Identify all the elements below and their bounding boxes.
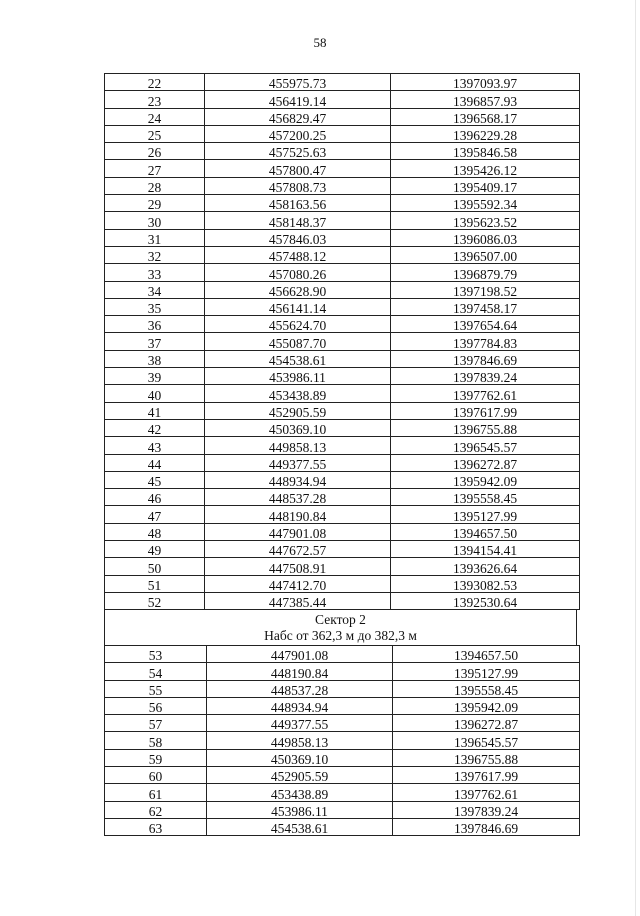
x-coordinate-cell: 457080.26 (205, 264, 391, 281)
x-coordinate-cell: 456141.14 (205, 298, 391, 315)
x-coordinate-cell: 452905.59 (207, 767, 393, 784)
table-row (105, 663, 580, 680)
y-coordinate-cell: 1397784.83 (391, 333, 580, 350)
y-coordinate-cell: 1397617.99 (391, 402, 580, 419)
table-row (105, 316, 580, 333)
x-coordinate-cell: 457488.12 (205, 246, 391, 263)
y-coordinate-cell: 1397839.24 (391, 368, 580, 385)
point-number-cell: 61 (105, 784, 207, 801)
y-coordinate-cell: 1397617.99 (393, 767, 580, 784)
y-coordinate-cell: 1397198.52 (391, 281, 580, 298)
x-coordinate-cell: 453438.89 (207, 784, 393, 801)
y-coordinate-cell: 1396272.87 (393, 715, 580, 732)
x-coordinate-cell: 457200.25 (205, 125, 391, 142)
point-number-cell: 41 (105, 402, 205, 419)
coordinates-table-top (104, 73, 580, 610)
x-coordinate-cell: 448190.84 (205, 506, 391, 523)
point-number-cell: 51 (105, 575, 205, 592)
coordinates-table-bottom (104, 645, 580, 836)
y-coordinate-cell: 1396507.00 (391, 246, 580, 263)
x-coordinate-cell: 457808.73 (205, 177, 391, 194)
point-number-cell: 50 (105, 558, 205, 575)
coordinates-table-top-body (105, 74, 580, 610)
table-row (105, 125, 580, 142)
y-coordinate-cell: 1395558.45 (391, 489, 580, 506)
point-number-cell: 24 (105, 108, 205, 125)
point-number-cell: 53 (105, 646, 207, 663)
point-number-cell: 38 (105, 350, 205, 367)
table-row (105, 108, 580, 125)
y-coordinate-cell: 1395942.09 (391, 471, 580, 488)
x-coordinate-cell: 457846.03 (205, 229, 391, 246)
point-number-cell: 39 (105, 368, 205, 385)
point-number-cell: 28 (105, 177, 205, 194)
y-coordinate-cell: 1396229.28 (391, 125, 580, 142)
y-coordinate-cell: 1392530.64 (391, 592, 580, 609)
point-number-cell: 58 (105, 732, 207, 749)
table-row (105, 402, 580, 419)
table-row (105, 767, 580, 784)
y-coordinate-cell: 1396857.93 (391, 91, 580, 108)
point-number-cell: 35 (105, 298, 205, 315)
x-coordinate-cell: 447412.70 (205, 575, 391, 592)
x-coordinate-cell: 453986.11 (205, 368, 391, 385)
y-coordinate-cell: 1396755.88 (391, 419, 580, 436)
y-coordinate-cell: 1397762.61 (393, 784, 580, 801)
x-coordinate-cell: 455087.70 (205, 333, 391, 350)
x-coordinate-cell: 449377.55 (207, 715, 393, 732)
x-coordinate-cell: 450369.10 (207, 749, 393, 766)
point-number-cell: 63 (105, 818, 207, 835)
point-number-cell: 48 (105, 523, 205, 540)
x-coordinate-cell: 457800.47 (205, 160, 391, 177)
table-row (105, 212, 580, 229)
y-coordinate-cell: 1397839.24 (393, 801, 580, 818)
table-row (105, 195, 580, 212)
y-coordinate-cell: 1394657.50 (393, 646, 580, 663)
y-coordinate-cell: 1395127.99 (393, 663, 580, 680)
point-number-cell: 46 (105, 489, 205, 506)
point-number-cell: 54 (105, 663, 207, 680)
x-coordinate-cell: 447672.57 (205, 541, 391, 558)
y-coordinate-cell: 1395846.58 (391, 143, 580, 160)
x-coordinate-cell: 456419.14 (205, 91, 391, 108)
table-row (105, 454, 580, 471)
x-coordinate-cell: 447508.91 (205, 558, 391, 575)
x-coordinate-cell: 448537.28 (207, 680, 393, 697)
y-coordinate-cell: 1396568.17 (391, 108, 580, 125)
y-coordinate-cell: 1393082.53 (391, 575, 580, 592)
point-number-cell: 36 (105, 316, 205, 333)
table-row (105, 264, 580, 281)
point-number-cell: 40 (105, 385, 205, 402)
y-coordinate-cell: 1396086.03 (391, 229, 580, 246)
point-number-cell: 44 (105, 454, 205, 471)
x-coordinate-cell: 454538.61 (207, 818, 393, 835)
table-row (105, 592, 580, 609)
point-number-cell: 52 (105, 592, 205, 609)
x-coordinate-cell: 457525.63 (205, 143, 391, 160)
x-coordinate-cell: 447901.08 (207, 646, 393, 663)
point-number-cell: 32 (105, 246, 205, 263)
point-number-cell: 33 (105, 264, 205, 281)
x-coordinate-cell: 448537.28 (205, 489, 391, 506)
y-coordinate-cell: 1397846.69 (391, 350, 580, 367)
table-row (105, 437, 580, 454)
point-number-cell: 60 (105, 767, 207, 784)
y-coordinate-cell: 1395942.09 (393, 697, 580, 714)
point-number-cell: 49 (105, 541, 205, 558)
table-row (105, 160, 580, 177)
table-row (105, 541, 580, 558)
x-coordinate-cell: 448190.84 (207, 663, 393, 680)
table-row (105, 246, 580, 263)
table-row (105, 575, 580, 592)
y-coordinate-cell: 1396545.57 (393, 732, 580, 749)
x-coordinate-cell: 454538.61 (205, 350, 391, 367)
table-row (105, 91, 580, 108)
table-row (105, 281, 580, 298)
table-row (105, 368, 580, 385)
x-coordinate-cell: 449858.13 (205, 437, 391, 454)
x-coordinate-cell: 452905.59 (205, 402, 391, 419)
point-number-cell: 47 (105, 506, 205, 523)
table-row (105, 697, 580, 714)
x-coordinate-cell: 450369.10 (205, 419, 391, 436)
y-coordinate-cell: 1395426.12 (391, 160, 580, 177)
point-number-cell: 26 (105, 143, 205, 160)
point-number-cell: 56 (105, 697, 207, 714)
x-coordinate-cell: 458163.56 (205, 195, 391, 212)
point-number-cell: 57 (105, 715, 207, 732)
table-row (105, 471, 580, 488)
table-row (105, 784, 580, 801)
x-coordinate-cell: 447385.44 (205, 592, 391, 609)
x-coordinate-cell: 456829.47 (205, 108, 391, 125)
y-coordinate-cell: 1394154.41 (391, 541, 580, 558)
x-coordinate-cell: 458148.37 (205, 212, 391, 229)
y-coordinate-cell: 1395127.99 (391, 506, 580, 523)
point-number-cell: 30 (105, 212, 205, 229)
table-row (105, 350, 580, 367)
table-row (105, 419, 580, 436)
x-coordinate-cell: 449377.55 (205, 454, 391, 471)
y-coordinate-cell: 1397093.97 (391, 74, 580, 91)
y-coordinate-cell: 1394657.50 (391, 523, 580, 540)
y-coordinate-cell: 1397654.64 (391, 316, 580, 333)
y-coordinate-cell: 1393626.64 (391, 558, 580, 575)
table-row (105, 680, 580, 697)
table-row (105, 801, 580, 818)
table-row (105, 229, 580, 246)
x-coordinate-cell: 455975.73 (205, 74, 391, 91)
page-number: 58 (313, 35, 327, 50)
y-coordinate-cell: 1395558.45 (393, 680, 580, 697)
y-coordinate-cell: 1395592.34 (391, 195, 580, 212)
x-coordinate-cell: 447901.08 (205, 523, 391, 540)
x-coordinate-cell: 453986.11 (207, 801, 393, 818)
table-row (105, 333, 580, 350)
table-row (105, 818, 580, 835)
y-coordinate-cell: 1397846.69 (393, 818, 580, 835)
x-coordinate-cell: 448934.94 (207, 697, 393, 714)
point-number-cell: 31 (105, 229, 205, 246)
table-row (105, 506, 580, 523)
table-row (105, 715, 580, 732)
sector-header (104, 610, 577, 645)
x-coordinate-cell: 455624.70 (205, 316, 391, 333)
point-number-cell: 27 (105, 160, 205, 177)
point-number-cell: 43 (105, 437, 205, 454)
point-number-cell: 25 (105, 125, 205, 142)
sector-subtitle: Набс от 362,3 м до 382,3 м (264, 628, 417, 643)
table-row (105, 523, 580, 540)
table-row (105, 732, 580, 749)
table-row (105, 143, 580, 160)
y-coordinate-cell: 1395409.17 (391, 177, 580, 194)
x-coordinate-cell: 453438.89 (205, 385, 391, 402)
table-row (105, 177, 580, 194)
y-coordinate-cell: 1395623.52 (391, 212, 580, 229)
point-number-cell: 29 (105, 195, 205, 212)
scan-edge-line (635, 0, 636, 916)
table-row (105, 298, 580, 315)
point-number-cell: 59 (105, 749, 207, 766)
point-number-cell: 55 (105, 680, 207, 697)
point-number-cell: 42 (105, 419, 205, 436)
x-coordinate-cell: 456628.90 (205, 281, 391, 298)
y-coordinate-cell: 1396755.88 (393, 749, 580, 766)
table-row (105, 385, 580, 402)
point-number-cell: 22 (105, 74, 205, 91)
y-coordinate-cell: 1397762.61 (391, 385, 580, 402)
table-row (105, 74, 580, 91)
table-row (105, 558, 580, 575)
x-coordinate-cell: 449858.13 (207, 732, 393, 749)
coordinates-table-bottom-body (105, 646, 580, 836)
y-coordinate-cell: 1396272.87 (391, 454, 580, 471)
point-number-cell: 62 (105, 801, 207, 818)
table-row (105, 646, 580, 663)
x-coordinate-cell: 448934.94 (205, 471, 391, 488)
y-coordinate-cell: 1397458.17 (391, 298, 580, 315)
point-number-cell: 23 (105, 91, 205, 108)
point-number-cell: 37 (105, 333, 205, 350)
point-number-cell: 34 (105, 281, 205, 298)
sector-title: Сектор 2 (315, 612, 366, 627)
y-coordinate-cell: 1396545.57 (391, 437, 580, 454)
table-row (105, 749, 580, 766)
point-number-cell: 45 (105, 471, 205, 488)
y-coordinate-cell: 1396879.79 (391, 264, 580, 281)
table-row (105, 489, 580, 506)
